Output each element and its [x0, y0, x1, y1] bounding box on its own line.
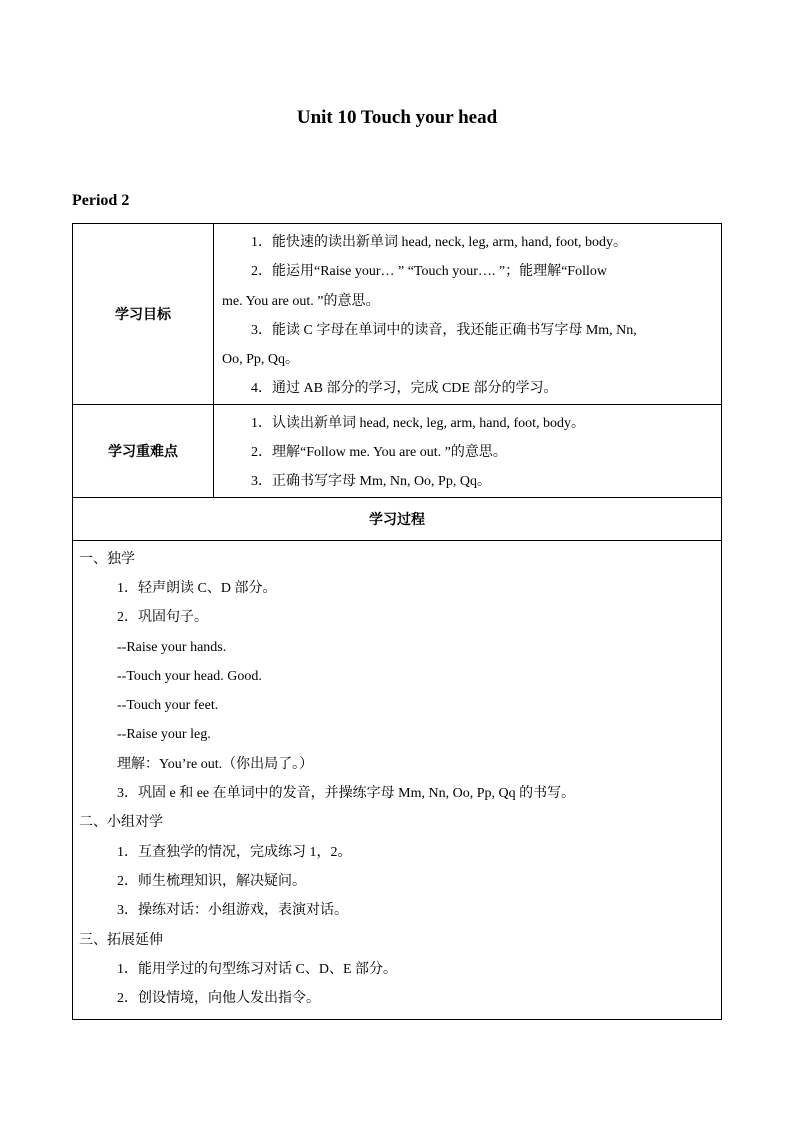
process-item: 1．轻声朗读 C、D 部分。 [117, 580, 277, 596]
process-heading-row [73, 497, 722, 540]
key-point-line: 3．正确书写字母 Mm, Nn, Oo, Pp, Qq。 [251, 474, 491, 490]
section-heading: 一、独学 [79, 551, 135, 567]
key-points-label: 学习重难点 [73, 404, 214, 497]
section-heading: 二、小组对学 [79, 815, 163, 831]
objectives-label: 学习目标 [73, 224, 214, 405]
section-heading: 三、拓展延伸 [79, 932, 163, 948]
document-title: Unit 10 Touch your head [296, 107, 498, 128]
key-points-row [73, 404, 722, 497]
dialogue-line: --Touch your feet. [117, 698, 219, 714]
dialogue-line: --Raise your hands. [117, 639, 227, 655]
key-point-line: 1．认读出新单词 head, neck, leg, arm, hand, foot, body。 [251, 415, 585, 431]
objective-line: Oo, Pp, Qq。 [222, 352, 300, 368]
process-item: 3．操练对话：小组游戏，表演对话。 [117, 903, 348, 919]
key-point-line: 2．理解“Follow me. You are out. ”的意思。 [251, 445, 507, 461]
dialogue-line: --Raise your leg. [117, 727, 211, 743]
objective-line: 4．通过 AB 部分的学习，完成 CDE 部分的学习。 [251, 381, 558, 397]
objective-line: 2．能运用“Raise your… ” “Touch your…. ”；能理解“Follow [251, 264, 607, 280]
process-content [73, 540, 722, 1020]
objective-line: 1．能快速的读出新单词 head, neck, leg, arm, hand, foot, body。 [251, 235, 627, 250]
objectives-content [214, 224, 722, 405]
period-label: Period 2 [72, 192, 130, 209]
objective-line: 3．能读 C 字母在单词中的读音，我还能正确书写字母 Mm, Nn, [251, 322, 637, 338]
process-item: 2．师生梳理知识，解决疑问。 [117, 873, 306, 889]
process-row [73, 540, 722, 1020]
objective-line: me. You are out. ”的意思。 [222, 293, 380, 309]
dialogue-line: --Touch your head. Good. [117, 668, 262, 684]
objectives-row [73, 224, 722, 405]
process-heading: 学习过程 [73, 497, 722, 540]
process-item: 3．巩固 e 和 ee 在单词中的发音，并操练字母 Mm, Nn, Oo, Pp, Qq 的书写。 [117, 786, 576, 802]
key-points-content [214, 404, 722, 497]
process-item: 1．互查独学的情况，完成练习 1，2。 [117, 844, 352, 860]
lesson-table [72, 223, 722, 1020]
process-item: 2．巩固句子。 [117, 610, 208, 626]
process-item: 2．创设情境，向他人发出指令。 [117, 991, 320, 1007]
process-item: 理解：You’re out.（你出局了。） [117, 756, 314, 772]
process-item: 1．能用学过的句型练习对话 C、D、E 部分。 [117, 961, 397, 977]
